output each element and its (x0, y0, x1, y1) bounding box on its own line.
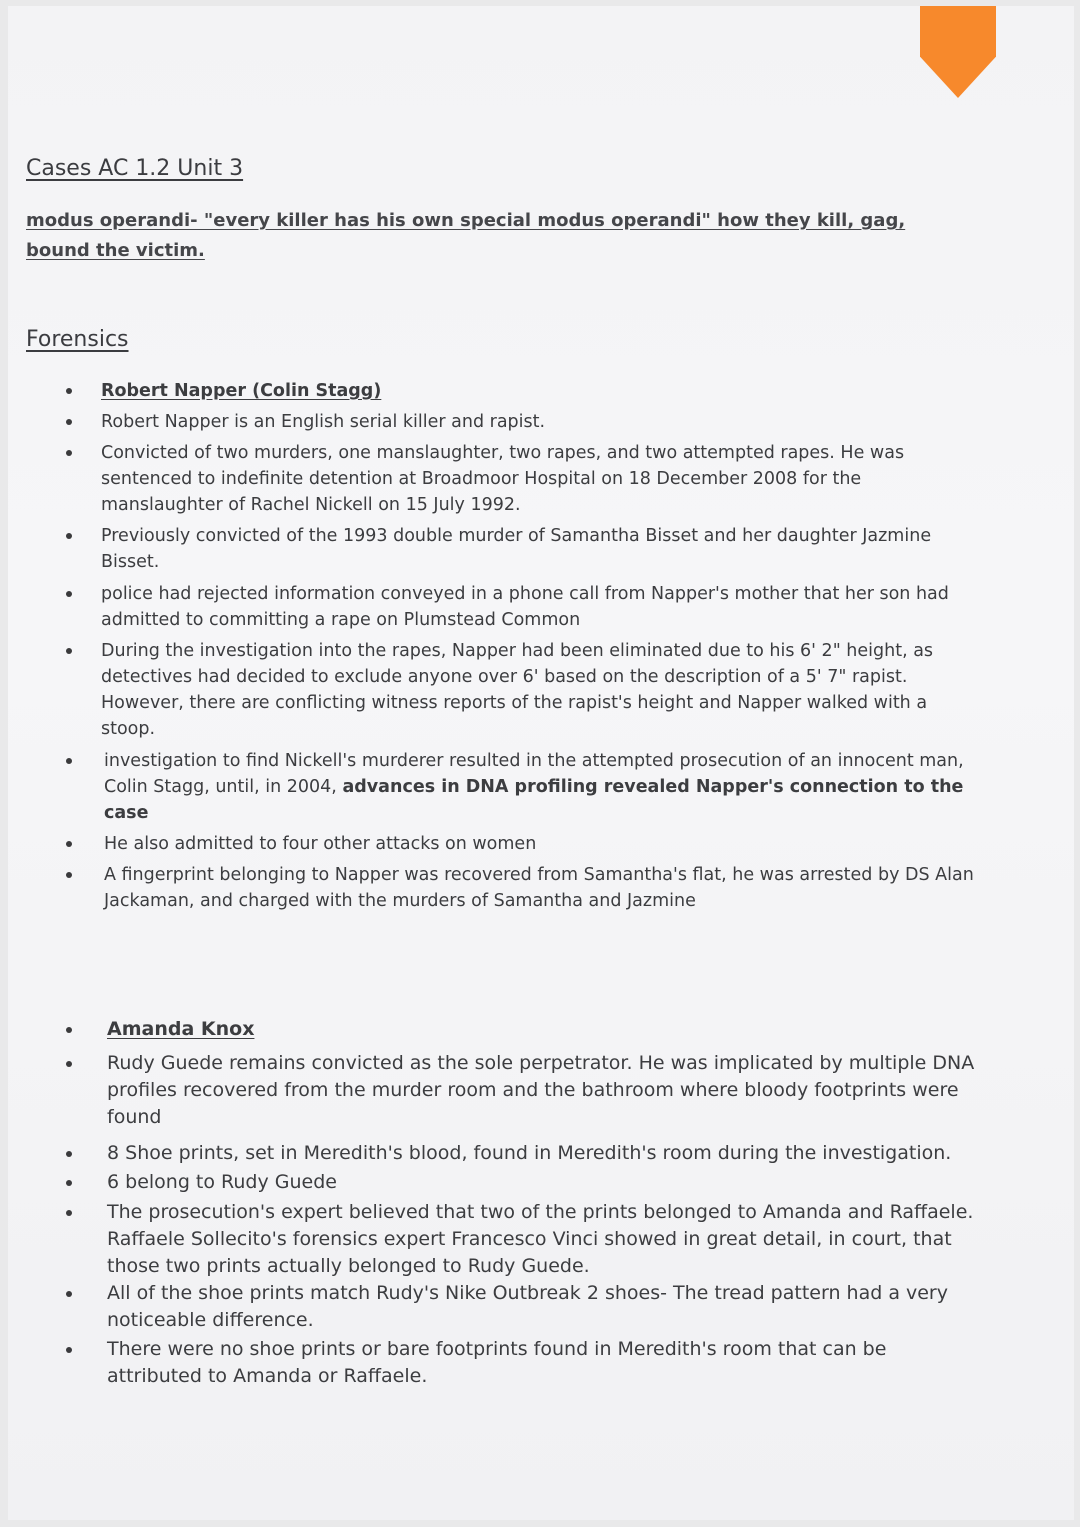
bullet-icon (66, 648, 72, 654)
bullet-icon (66, 591, 72, 597)
bullet-icon (66, 1027, 72, 1033)
knox-item-text: All of the shoe prints match Rudy's Nike Outbreak 2 shoes- The tread pattern had a very noticeable difference. (107, 1282, 948, 1331)
bullet-icon (66, 841, 72, 847)
bullet-icon (66, 758, 72, 764)
bullet-icon (66, 1291, 72, 1297)
bullet-icon (66, 419, 72, 425)
bullet-icon (66, 1061, 72, 1067)
napper-item-text: police had rejected information conveyed in a phone call from Napper's mother that her son had admitted to committing a rape on Plumstead Common (101, 584, 949, 630)
napper-item-text: Previously convicted of the 1993 double murder of Samantha Bisset and her daughter Jazmine Bisset. (101, 526, 932, 572)
napper-dna-plain: investigation to find Nickell's murderer resulted in the attempted prosecution of an innocent man, Colin Stagg, until, in 2004, (104, 751, 964, 797)
bullet-icon (66, 1347, 72, 1353)
modus-operandi-definition: modus operandi- "every killer has his own special modus operandi" how they kill, gag, bound the victim. (26, 210, 906, 261)
knox-item-text: The prosecution's expert believed that two of the prints belonged to Amanda and Raffaele. Raffaele Sollecito's forensics expert Francesco Vinci showed in great detail, in court, that those two prints actually belonged to Rudy Guede. (107, 1201, 974, 1277)
napper-item-text: A fingerprint belonging to Napper was recovered from Samantha's flat, he was arrested by DS Alan Jackaman, and charged with the murders of Samantha and Jazmine (104, 865, 974, 911)
napper-item-text: During the investigation into the rapes, Napper had been eliminated due to his 6' 2" height, as detectives had decided to exclude anyone over 6' based on the description of a 5' 7" rapist. However, there are conflicting witness reports of the rapist's height and Napper walked with a stoop. (101, 641, 934, 739)
bullet-icon (66, 450, 72, 456)
knox-item-text: Rudy Guede remains convicted as the sole perpetrator. He was implicated by multiple DNA profiles recovered from the murder room and the bathroom where bloody footprints were found (107, 1052, 975, 1128)
knox-item-text: 6 belong to Rudy Guede (107, 1171, 337, 1193)
napper-item-text: Convicted of two murders, one manslaughter, two rapes, and two attempted rapes. He was sentenced to indefinite detention at Broadmoor Hospital on 18 December 2008 for the manslaughter of Rachel Nickell on 15 July 1992. (101, 443, 905, 515)
bullet-icon (66, 1180, 72, 1186)
bullet-icon (66, 1210, 72, 1216)
napper-dna-item (104, 748, 984, 826)
knox-item-text: There were no shoe prints or bare footprints found in Meredith's room that can be attributed to Amanda or Raffaele. (107, 1338, 887, 1387)
knox-heading: Amanda Knox (107, 1018, 255, 1040)
bullet-icon (66, 533, 72, 539)
napper-item-text: He also admitted to four other attacks on women (104, 834, 537, 854)
knox-item-text: 8 Shoe prints, set in Meredith's blood, found in Meredith's room during the investigation. (107, 1142, 952, 1164)
napper-heading: Robert Napper (Colin Stagg) (101, 381, 382, 401)
bullet-icon (66, 1151, 72, 1157)
section-forensics-title: Forensics (26, 327, 129, 352)
page-title: Cases AC 1.2 Unit 3 (26, 156, 244, 181)
bullet-icon (66, 872, 72, 878)
napper-item-text: Robert Napper is an English serial killer and rapist. (101, 412, 546, 432)
bullet-icon (66, 388, 72, 394)
napper-dna-bold: advances in DNA profiling revealed Napper's connection to the case (104, 777, 964, 823)
